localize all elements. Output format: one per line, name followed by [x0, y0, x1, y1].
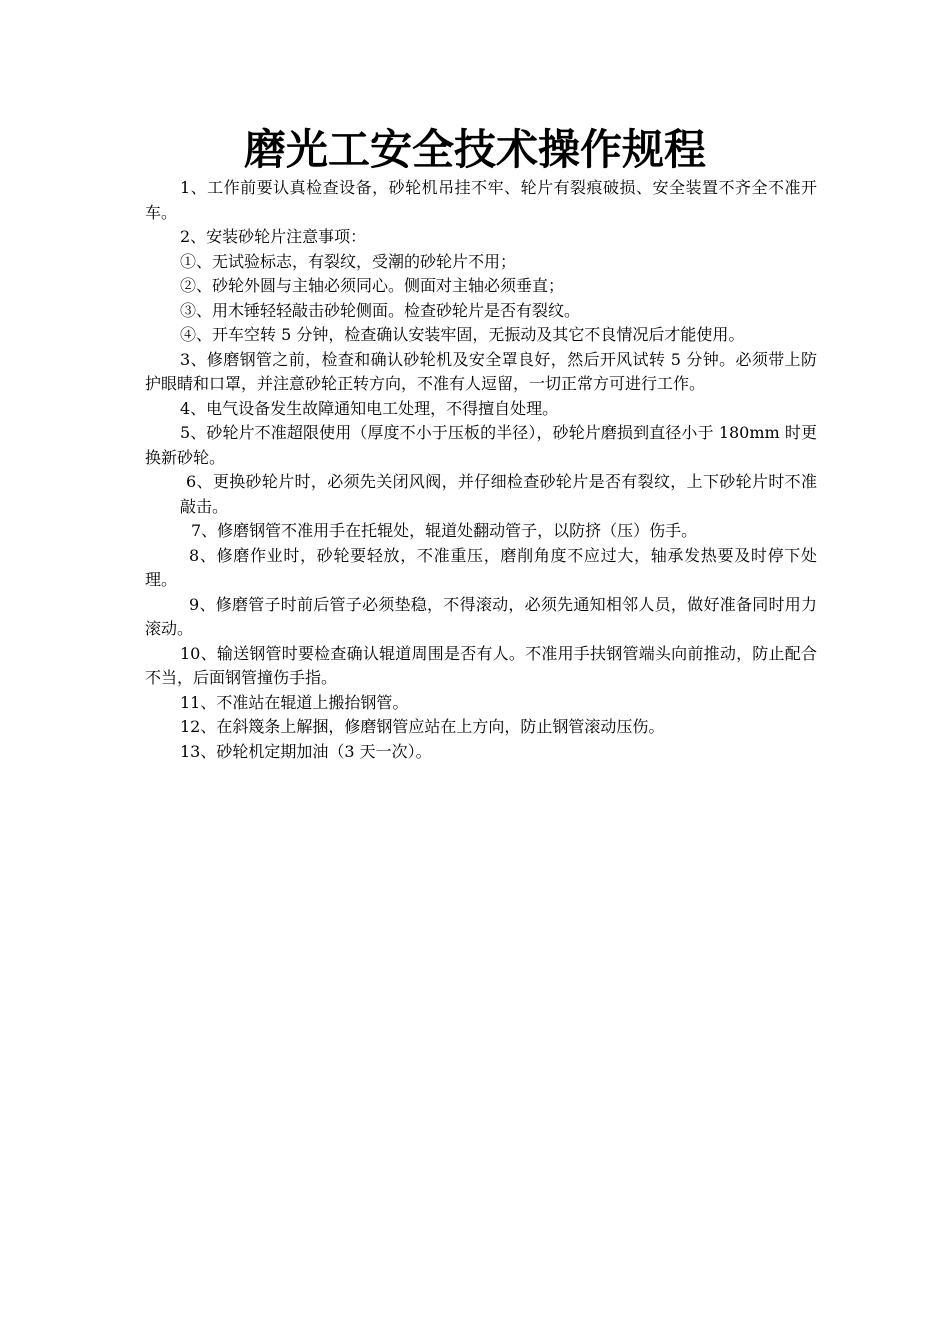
paragraph-8: 8、修磨作业时，砂轮要轻放，不准重压，磨削角度不应过大，轴承发热要及时停下处理。: [145, 545, 817, 589]
sub-item-1: ①、无试验标志，有裂纹，受潮的砂轮片不用；: [180, 251, 517, 271]
paragraph-12: 12、在斜篾条上解捆，修磨钢管应站在上方向，防止钢管滚动压伤。: [180, 717, 665, 736]
paragraph-1: 1、工作前要认真检查设备，砂轮机吊挂不牢、轮片有裂痕破损、安全装置不齐全不准开车。: [145, 178, 817, 222]
document-body: [145, 176, 817, 764]
paragraph-11: 11、不准站在辊道上搬抬钢管。: [180, 692, 409, 712]
paragraph-3: 3、修磨钢管之前，检查和确认砂轮机及安全罩良好，然后开风试转 5 分钟。必须带上防护眼睛和口罩，并注意砂轮正转方向，不准有人逗留，一切正常方可进行工作。: [145, 349, 817, 393]
paragraph-9: 9、修磨管子时前后管子必须垫稳，不得滚动，必须先通知相邻人员，做好准备同时用力滚动。: [145, 594, 817, 638]
sub-item-3: ③、用木锤轻轻敲击砂轮侧面。检查砂轮片是否有裂纹。: [180, 300, 581, 320]
paragraph-2: 2、安装砂轮片注意事项：: [180, 227, 367, 246]
sub-item-4: ④、开车空转 5 分钟，检查确认安装牢固，无振动及其它不良情况后才能使用。: [180, 325, 745, 344]
sub-item-2: ②、砂轮外圆与主轴必须同心。侧面对主轴必须垂直；: [180, 276, 565, 295]
paragraph-5: 5、砂轮片不准超限使用（厚度不小于压板的半径），砂轮片磨损到直径小于 180mm 时更换新砂轮。: [145, 423, 817, 467]
document-title: 磨光工安全技术操作规程: [243, 125, 706, 174]
paragraph-7: 7、修磨钢管不准用手在托辊处，辊道处翻动管子，以防挤（压）伤手。: [191, 521, 698, 540]
paragraph-13: 13、砂轮机定期加油（3 天一次）。: [180, 741, 432, 761]
paragraph-4: 4、电气设备发生故障通知电工处理，不得擅自处理。: [180, 398, 559, 418]
paragraph-6: 6、更换砂轮片时，必须先关闭风阀，并仔细检查砂轮片是否有裂纹，上下砂轮片时不准敲击。: [180, 472, 817, 516]
paragraph-10: 10、输送钢管时要检查确认辊道周围是否有人。不准用手扶钢管端头向前推动，防止配合不当，后面钢管撞伤手指。: [145, 643, 817, 687]
